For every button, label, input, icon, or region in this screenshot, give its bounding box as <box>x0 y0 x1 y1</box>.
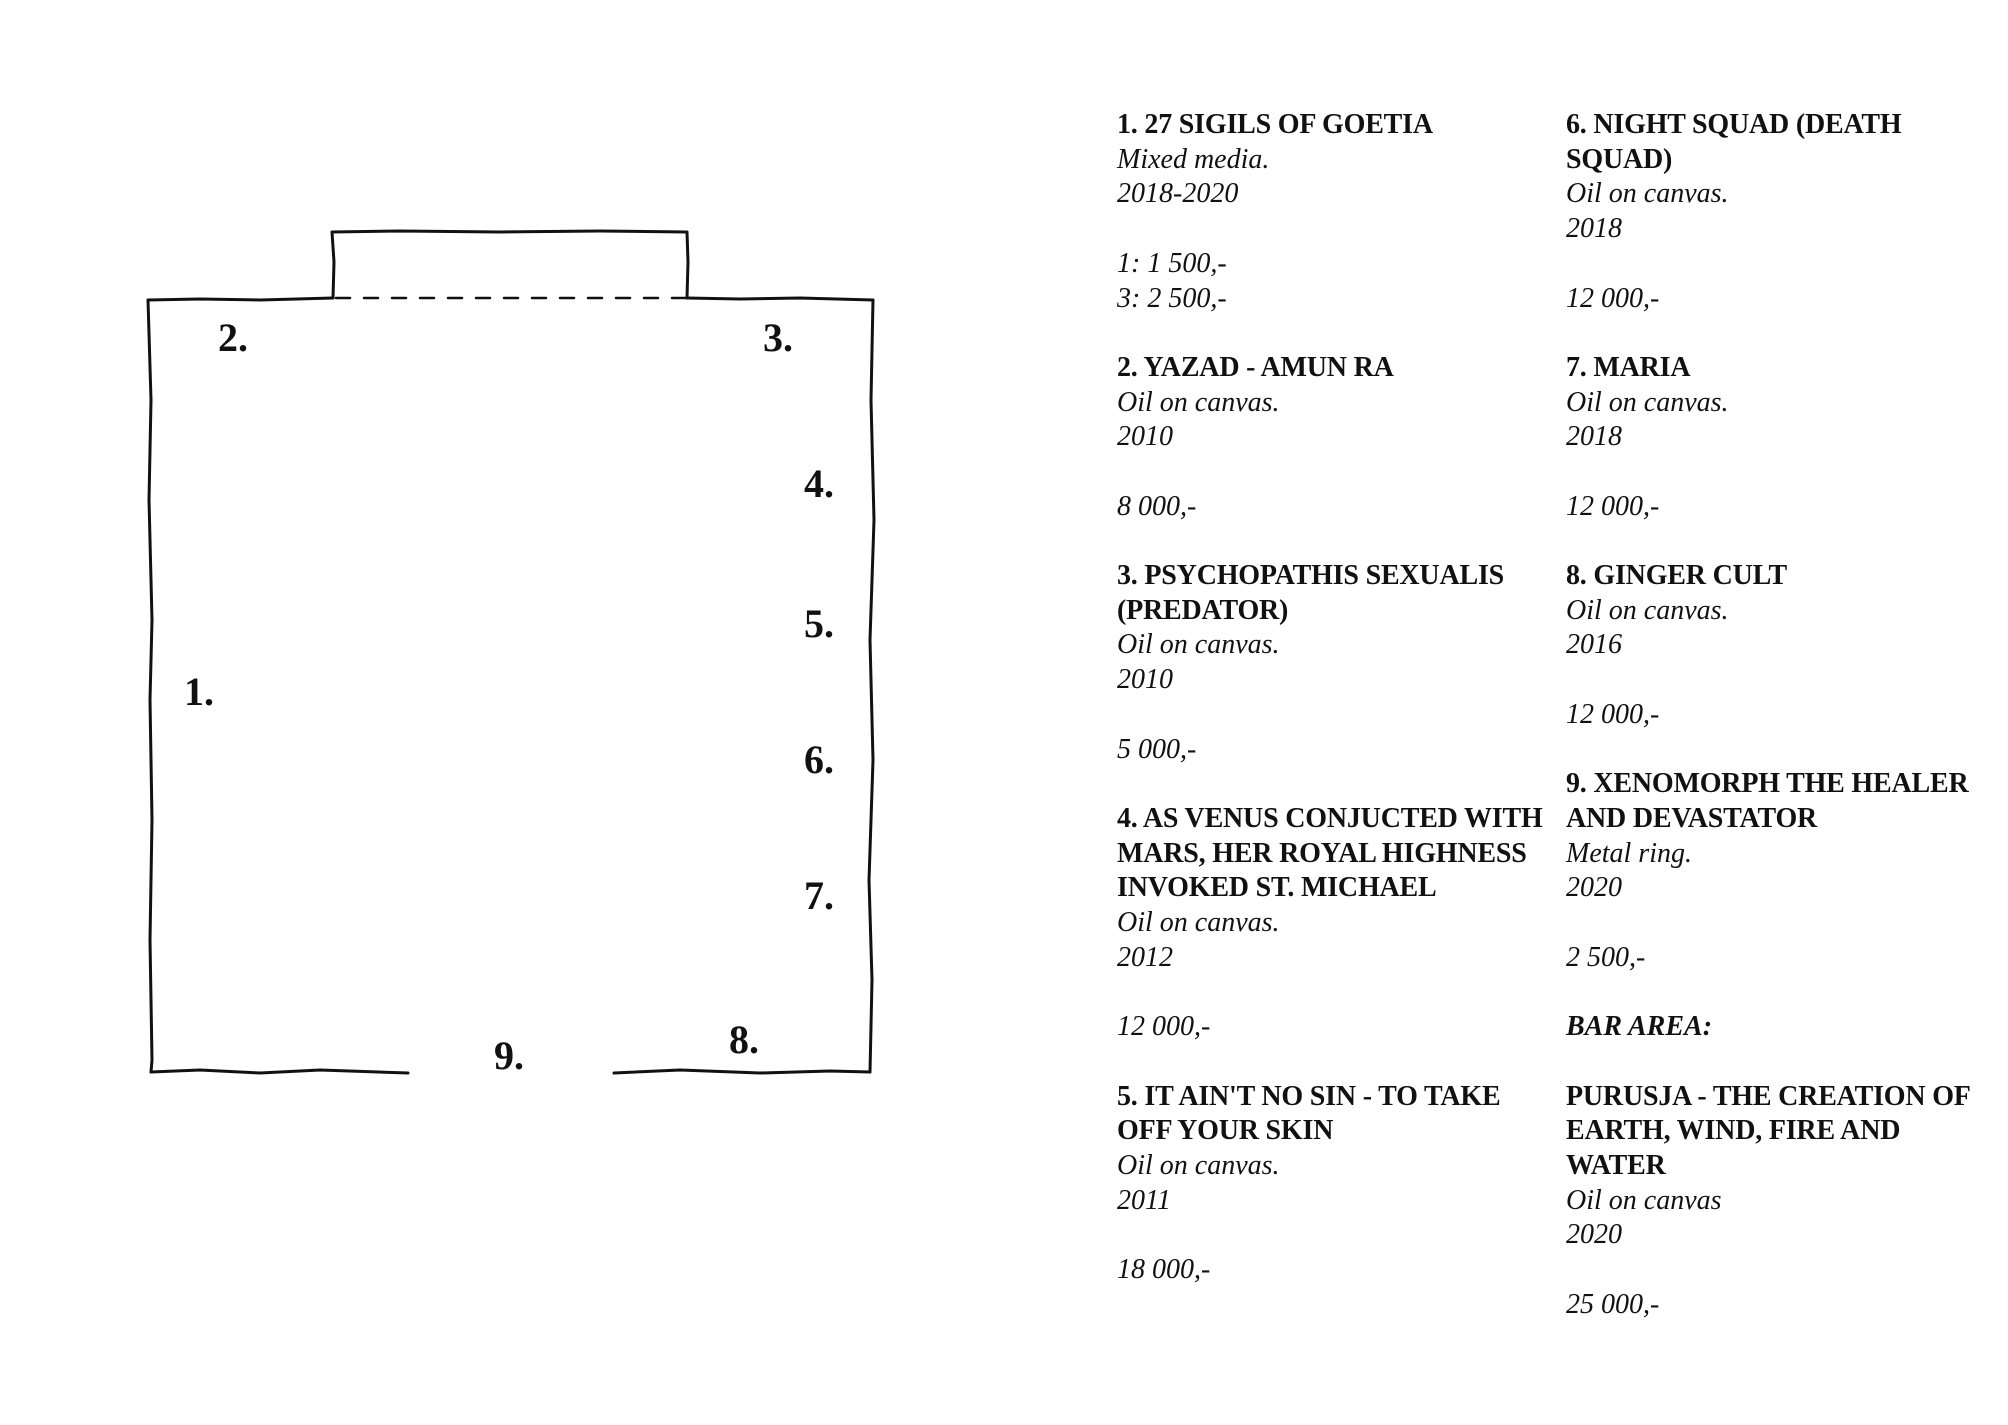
artwork-year: 2010 <box>1117 421 1173 453</box>
artwork-entry <box>1566 351 1986 525</box>
artwork-price: 25 000,- <box>1566 1288 1660 1320</box>
artwork-price: 12 000,- <box>1566 282 1660 314</box>
artwork-medium: Oil on canvas. <box>1566 386 1729 418</box>
artwork-year: 2016 <box>1566 629 1622 661</box>
floor-plan <box>0 0 1000 1420</box>
artwork-year: 2010 <box>1117 664 1173 696</box>
artwork-entry <box>1566 767 1986 975</box>
artwork-year: 2012 <box>1117 941 1173 973</box>
plan-label-6: 6. <box>804 737 834 782</box>
artwork-entry <box>1117 351 1547 525</box>
floor-plan-outline <box>0 0 1000 1420</box>
artwork-entry <box>1117 802 1547 1045</box>
artwork-entry <box>1566 1080 1986 1323</box>
artwork-title: PURUSJA - THE CREATION OF EARTH, WIND, FIRE AND WATER <box>1566 1080 1970 1181</box>
plan-label-5: 5. <box>804 601 834 646</box>
artwork-price: 1: 1 500,- <box>1117 247 1227 279</box>
artwork-price: 2 500,- <box>1566 941 1646 973</box>
artwork-title: 4. AS VENUS CONJUCTED WITH MARS, HER ROYAL HIGHNESS INVOKED ST. MICHAEL <box>1117 802 1543 904</box>
artwork-medium: Oil on canvas. <box>1117 1149 1280 1181</box>
artwork-title: 2. YAZAD - AMUN RA <box>1117 351 1394 383</box>
artwork-title: 6. NIGHT SQUAD (DEATH SQUAD) <box>1566 109 1902 175</box>
artwork-year: 2018 <box>1566 421 1622 453</box>
artwork-medium: Mixed media. <box>1117 143 1270 175</box>
artwork-medium: Oil on canvas. <box>1117 629 1280 661</box>
artwork-title: 3. PSYCHOPATHIS SEXUALIS (PREDATOR) <box>1117 560 1505 626</box>
plan-label-1: 1. <box>184 669 214 714</box>
artwork-year: 2011 <box>1117 1184 1171 1216</box>
artwork-list-right <box>1566 108 1986 1322</box>
artwork-list-left <box>1117 108 1547 1288</box>
artwork-entry <box>1566 108 1986 316</box>
plan-label-7: 7. <box>804 873 834 918</box>
artwork-medium: Oil on canvas <box>1566 1184 1722 1216</box>
artwork-price: 12 000,- <box>1566 490 1660 522</box>
plan-label-2: 2. <box>218 315 248 360</box>
artwork-title: 9. XENOMORPH THE HEALER AND DEVASTATOR <box>1566 768 1969 834</box>
artwork-price: 3: 2 500,- <box>1117 282 1227 314</box>
artwork-price: 12 000,- <box>1117 1011 1211 1043</box>
plan-label-3: 3. <box>763 315 793 360</box>
artwork-medium: Metal ring. <box>1566 837 1692 869</box>
artwork-medium: Oil on canvas. <box>1117 386 1280 418</box>
artwork-medium: Oil on canvas. <box>1117 907 1280 939</box>
artwork-title: 7. MARIA <box>1566 351 1691 383</box>
artwork-title: 5. IT AIN'T NO SIN - TO TAKE OFF YOUR SKIN <box>1117 1080 1501 1147</box>
artwork-medium: Oil on canvas. <box>1566 178 1729 210</box>
artwork-price: 12 000,- <box>1566 698 1660 730</box>
artwork-entry <box>1117 108 1547 316</box>
artwork-entry <box>1117 559 1547 767</box>
artwork-year: 2020 <box>1566 872 1622 904</box>
plan-label-4: 4. <box>804 461 834 506</box>
artwork-title: 1. 27 SIGILS OF GOETIA <box>1117 109 1433 140</box>
artwork-entry <box>1117 1080 1547 1288</box>
artwork-title: 8. GINGER CULT <box>1566 560 1787 592</box>
artwork-year: 2018 <box>1566 213 1622 245</box>
artwork-price: 5 000,- <box>1117 733 1197 765</box>
artwork-entry <box>1566 559 1986 733</box>
artwork-price: 8 000,- <box>1117 490 1197 522</box>
bar-area-heading: BAR AREA: <box>1566 1011 1713 1043</box>
plan-label-9: 9. <box>494 1033 524 1078</box>
plan-label-8: 8. <box>729 1017 759 1062</box>
artwork-medium: Oil on canvas. <box>1566 594 1729 626</box>
artwork-year: 2018-2020 <box>1117 178 1239 210</box>
artwork-price: 18 000,- <box>1117 1254 1211 1286</box>
artwork-year: 2020 <box>1566 1219 1622 1251</box>
